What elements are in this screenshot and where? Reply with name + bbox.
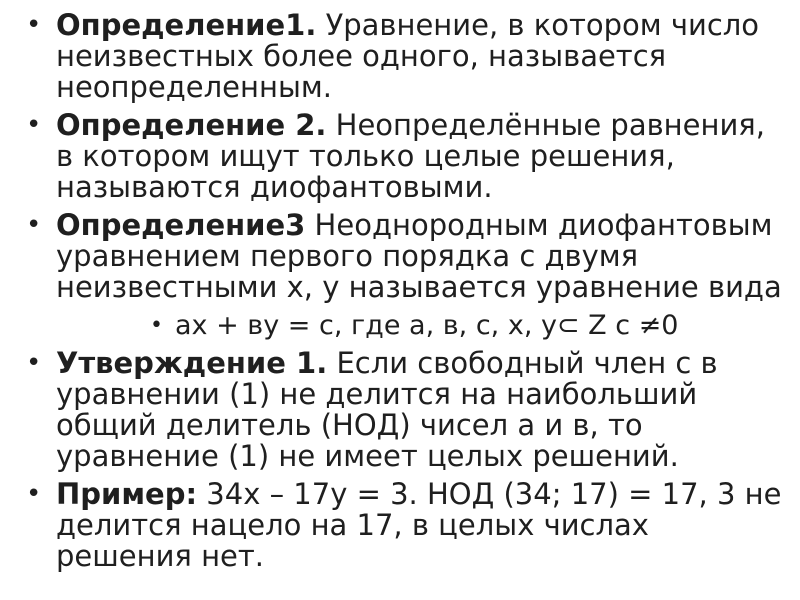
bullet-icon: • xyxy=(26,348,42,378)
definition-3 xyxy=(0,210,800,303)
bullet-icon: • xyxy=(26,110,42,140)
bullet-icon: • xyxy=(26,479,42,509)
bullet-icon: • xyxy=(26,10,42,40)
definition-1 xyxy=(0,10,800,103)
definition-2-text: Неопределённые равнения, в котором ищут только целые решения, называются диофантовыми. xyxy=(56,108,765,204)
equation-text: ax + вy = c, где a, в, c, x, y⊂ Z c ≠0 xyxy=(175,310,679,341)
bullet-icon: • xyxy=(26,210,42,240)
definition-1-text: Уравнение, в котором число неизвестных более одного, называется неопределенным. xyxy=(56,8,760,104)
example xyxy=(0,479,800,572)
definition-2-term: Определение 2. xyxy=(56,108,327,142)
statement-1-term: Утверждение 1. xyxy=(56,346,328,380)
example-term: Пример: xyxy=(56,477,198,511)
statement-1-text: Если свободный член с в уравнении (1) не делится на наибольший общий делитель (НОД) чисел а и в, то уравнение (1) не имеет целых решений. xyxy=(56,346,718,473)
example-text: 34x – 17y = 3. НОД (34; 17) = 17, 3 не делится нацело на 17, в целых числах решения нет. xyxy=(56,477,782,573)
bullet-icon: • xyxy=(150,313,163,338)
slide-content xyxy=(0,10,800,579)
definition-3-term: Определение3 xyxy=(56,208,306,242)
definition-3-text: Неоднородным диофантовым уравнением первого порядка с двумя неизвестными x, y называется уравнение вида xyxy=(56,208,782,304)
statement-1 xyxy=(0,348,800,472)
equation-form xyxy=(0,310,800,341)
definition-1-term: Определение1. xyxy=(56,8,317,42)
definition-2 xyxy=(0,110,800,203)
